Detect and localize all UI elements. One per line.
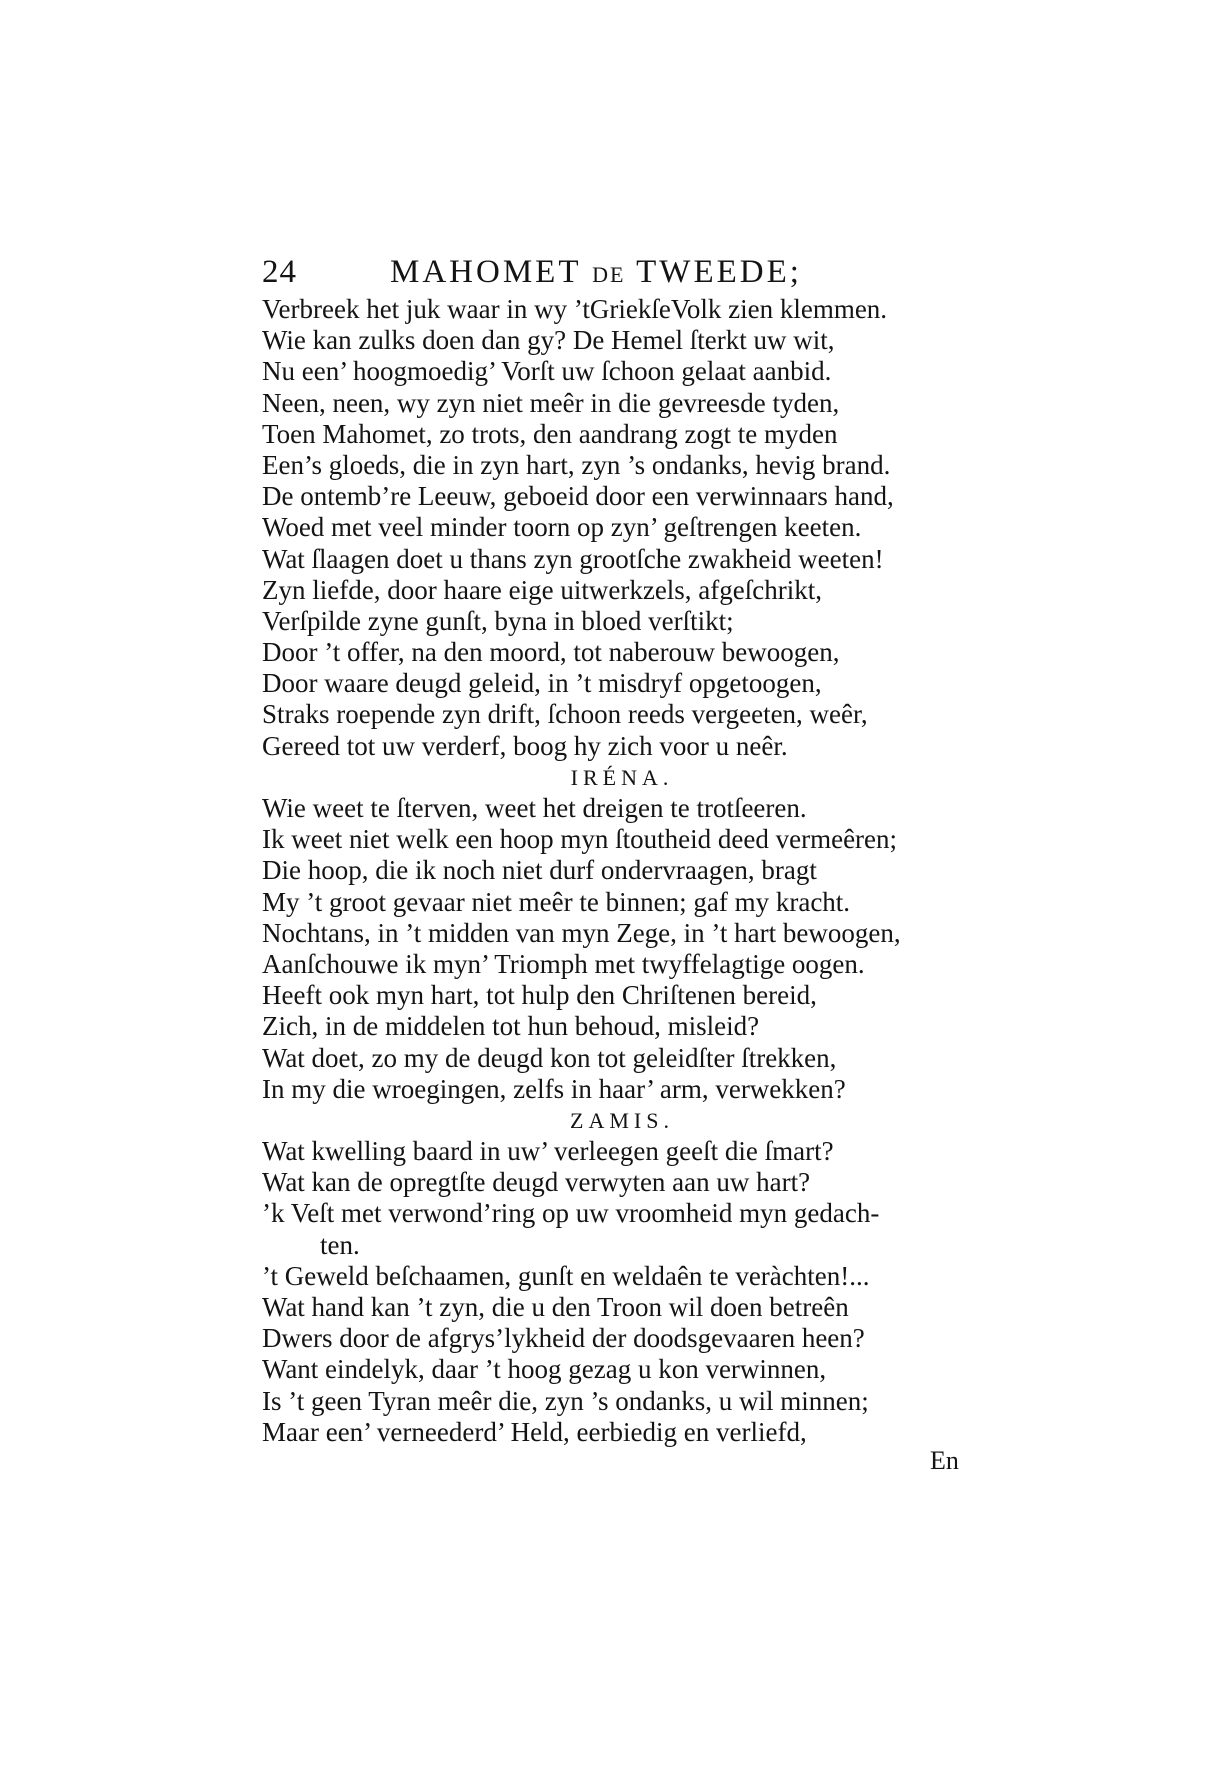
verse-line: Nu een’ hoogmoedig’ Vorſt uw ſchoon gelaat aanbid. (262, 356, 832, 387)
verse-text (262, 294, 982, 1448)
speaker-name: ZAMIS. (570, 1107, 674, 1133)
verse-line: Neen, neen, wy zyn niet meêr in die gevreesde tyden, (262, 387, 840, 418)
verse-line: Dwers door de afgrys’lykheid der doodsgevaaren heen? (262, 1323, 865, 1354)
verse-line: Aanſchouwe ik myn’ Triomph met twyffelagtige oogen. (262, 948, 865, 979)
verse-line: De ontemb’re Leeuw, geboeid door een verwinnaars hand, (262, 481, 894, 512)
verse-line: Is ’t geen Tyran meêr die, zyn ’s ondanks, u wil minnen; (262, 1385, 869, 1416)
verse-line: Straks roepende zyn drift, ſchoon reeds vergeeten, weêr, (262, 699, 868, 730)
running-title (390, 250, 802, 297)
verse-line: Verbreek het juk waar in wy ’tGriekſeVolk zien klemmen. (262, 294, 888, 324)
verse-line: Wat kan de opregtſte deugd verwyten aan uw hart? (262, 1167, 811, 1198)
verse-line: Want eindelyk, daar ’t hoog gezag u kon verwinnen, (262, 1354, 827, 1385)
verse-line: ’t Geweld beſchaamen, gunſt en weldaên te veràchten!... (262, 1260, 870, 1291)
verse-line: ’k Veſt met verwond’ring op uw vroomheid myn gedach- (262, 1198, 880, 1229)
verse-line: Zyn liefde, door haare eige uitwerkzels, afgeſchrikt, (262, 574, 822, 605)
verse-line: Gereed tot uw verderf, boog hy zich voor u neêr. (262, 730, 788, 761)
verse-line: Door waare deugd geleid, in ’t misdryf opgetoogen, (262, 668, 822, 699)
verse-line: Wat doet, zo my de deugd kon tot geleidſter ſtrekken, (262, 1042, 837, 1073)
running-title-end: TWEEDE; (636, 254, 802, 290)
verse-line: Door ’t offer, na den moord, tot naberouw bewoogen, (262, 637, 840, 668)
verse-line: Woed met veel minder toorn op zyn’ geſtrengen keeten. (262, 512, 862, 543)
running-title-de: DE (592, 262, 626, 287)
verse-line: Die hoop, die ik noch niet durf ondervraagen, bragt (262, 855, 817, 886)
catchword: En (930, 1446, 959, 1475)
running-header (262, 250, 972, 294)
verse-line: Toen Mahomet, zo trots, den aandrang zogt te myden (262, 418, 838, 449)
verse-line: My ’t groot gevaar niet meêr te binnen; gaf my kracht. (262, 886, 851, 917)
verse-line: Zich, in de middelen tot hun behoud, misleid? (262, 1011, 760, 1042)
verse-line: Wat hand kan ’t zyn, die u den Troon wil doen betreên (262, 1292, 849, 1322)
verse-line: Heeft ook myn hart, tot hulp den Chriſtenen bereid, (262, 980, 817, 1011)
verse-line-continuation: ten. (320, 1229, 360, 1260)
verse-line: Wat ſlaagen doet u thans zyn grootſche zwakheid weeten! (262, 543, 884, 574)
verse-line: Wat kwelling baard in uw’ verleegen geeſt die ſmart? (262, 1136, 834, 1167)
verse-line: Nochtans, in ’t midden van myn Zege, in ’t hart bewoogen, (262, 917, 901, 948)
verse-line: Een’s gloeds, die in zyn hart, zyn ’s ondanks, hevig brand. (262, 449, 891, 480)
verse-line: In my die wroegingen, zelfs in haar’ arm, verwekken? (262, 1073, 846, 1104)
page-number: 24 (262, 254, 297, 290)
running-title-main: MAHOMET (390, 254, 581, 290)
speaker-name: IRÉNA. (570, 764, 674, 790)
verse-line: Maar een’ verneederd’ Held, eerbiedig en verliefd, (262, 1416, 807, 1447)
verse-line: Wie weet te ſterven, weet het dreigen te trotſeeren. (262, 793, 807, 823)
verse-line: Wie kan zulks doen dan gy? De Hemel ſterkt uw wit, (262, 325, 835, 356)
verse-line: Ik weet niet welk een hoop myn ſtoutheid deed vermeêren; (262, 824, 898, 855)
verse-line: Verſpilde zyne gunſt, byna in bloed verſtikt; (262, 605, 734, 636)
